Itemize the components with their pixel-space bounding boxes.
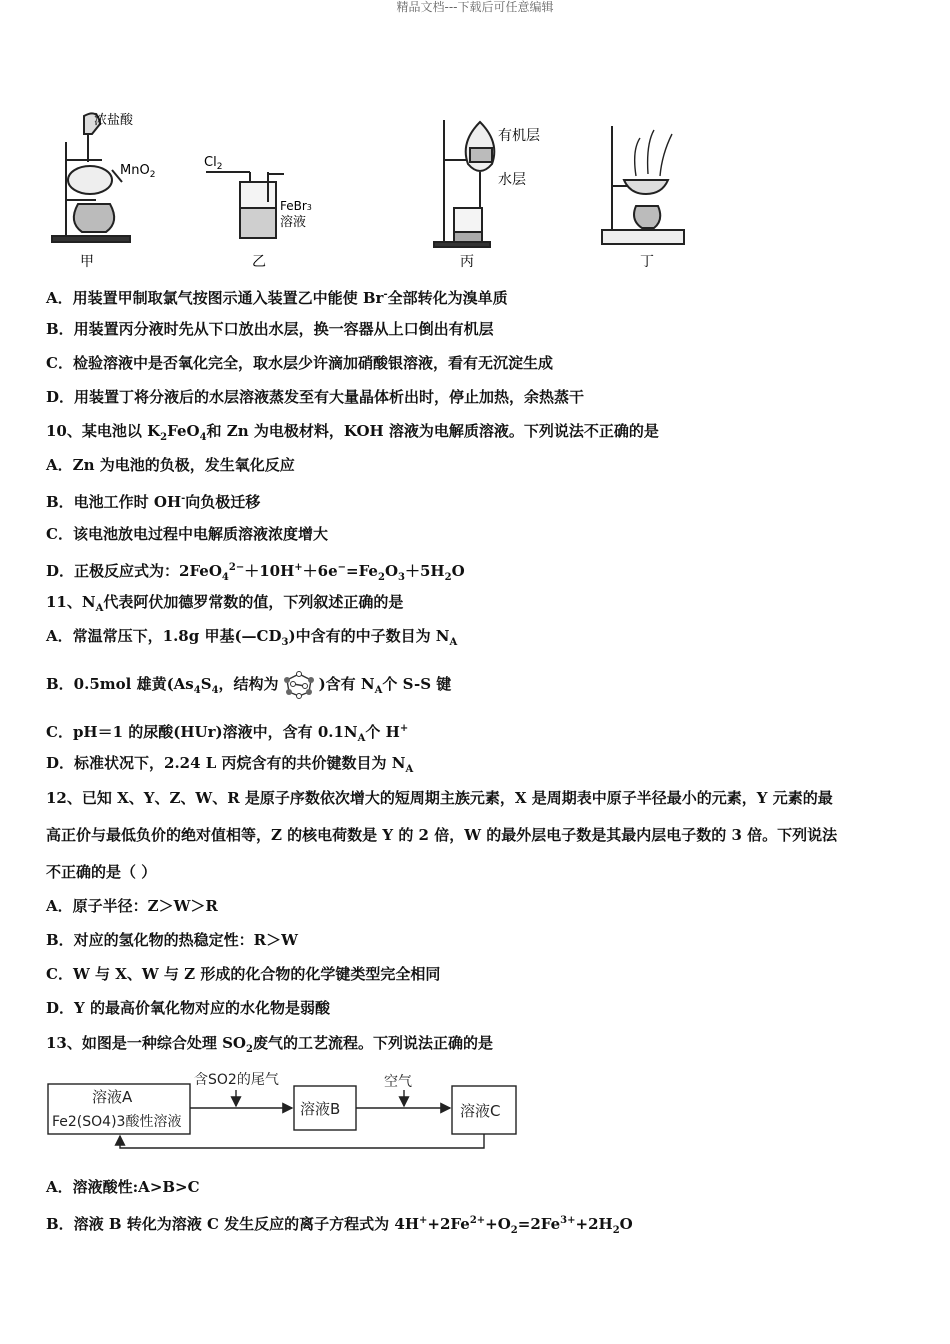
apparatus-ding [602,126,684,244]
q10-option-b: B．电池工作时 OH-向负极迁移 [46,493,261,511]
flow-box-a-label2: Fe2(SO4)3酸性溶液 [52,1114,182,1130]
q13-stem: 13、如图是一种综合处理 $SO_2$废气的工艺流程。下列说法正确的是 [46,1034,493,1055]
q10-option-d: D．正极反应式为：$2FeO_4^{2-}+10H^++6e^-=Fe_2O_3+5H_2O$ [46,562,465,583]
flow-gas1-label: 含SO2的尾气 [194,1072,279,1088]
q11-stem: 11、$N_A$代表阿伏加德罗常数的值，下列叙述正确的是 [46,593,404,614]
as4s4-structure-icon [279,670,319,700]
q10-option-c: C．该电池放电过程中电解质溶液浓度增大 [46,525,328,543]
apparatus-jia [52,113,130,242]
yi-solution: FeBr3 [280,199,312,213]
flow-arrow-c-a [120,1134,484,1148]
bing-bottom: 水层 [498,172,526,188]
bing-top: 有机层 [498,128,540,144]
q12-stem-line3: 不正确的是（ ） [46,863,157,881]
q13-flow-diagram [44,1068,524,1158]
flow-gas2-label: 空气 [384,1074,412,1090]
q9-option-c: C．检验溶液中是否氧化完全，取水层少许滴加硝酸银溶液，看有无沉淀生成 [46,354,553,372]
q10-stem: 10、某电池以 $K_2FeO_4$和 Zn 为电极材料，KOH 溶液为电解质溶液。下列说法不正确的是 [46,422,659,443]
q12-option-c: C．W 与 X、W 与 Z 形成的化合物的化学键类型完全相同 [46,965,441,983]
ding-label: 丁 [640,254,654,270]
q9-option-a: A．用装置甲制取氯气按图示通入装置乙中能使 Br-全部转化为溴单质 [46,289,508,307]
page-header: 精品文档---下载后可任意编辑 [396,0,554,14]
q12-option-d: D．Y 的最高价氧化物对应的水化物是弱酸 [46,999,330,1017]
q11-option-a: A．常温常压下，1.8g 甲基$(—CD_3)$中含有的中子数目为 $N_A$ [46,627,458,648]
flow-box-b-label: 溶液B [300,1100,341,1118]
q10-option-a: A．Zn 为电池的负极，发生氧化反应 [46,456,295,474]
jia-reagent1: 浓盐酸 [94,113,134,128]
apparatus-bing [434,120,494,247]
apparatus-figure [40,112,700,272]
yi-gas: $Cl_2$ [204,155,223,172]
q11-option-b: B．0.5mol 雄黄($As_4S_4$，结构为 )含有 $N_A$个 S-S 键 [46,670,451,701]
yi-label: 乙 [252,254,266,270]
yi-solution-2: 溶液 [280,215,307,230]
q12-option-a: A．原子半径：Z＞W＞R [46,897,218,915]
q11-option-d: D．标准状况下，2.24 L 丙烷含有的共价键数目为 $N_A$ [46,754,414,775]
q13-option-a: A．溶液酸性:A>B>C [46,1178,200,1196]
q12-option-b: B．对应的氢化物的热稳定性：R＞W [46,931,298,949]
flow-box-a-label1: 溶液A [92,1088,133,1106]
jia-reagent2: MnO$_2$ [120,163,156,180]
q9-option-b: B．用装置丙分液时先从下口放出水层，换一容器从上口倒出有机层 [46,320,494,338]
q11-option-c: C．pH＝1 的尿酸(HUr)溶液中，含有 $0.1N_A$个 H+ [46,723,409,744]
jia-label: 甲 [80,254,94,270]
q12-stem-line2: 高正价与最低负价的绝对值相等，Z 的核电荷数是 Y 的 2 倍，W 的最外层电子数是其最内层电子数的 3 倍。下列说法 [46,826,838,844]
q9-option-d: D．用装置丁将分液后的水层溶液蒸发至有大量晶体析出时，停止加热，余热蒸干 [46,388,585,406]
flow-box-c-label: 溶液C [460,1102,501,1120]
q12-stem-line1: 12、已知 X、Y、Z、W、R 是原子序数依次增大的短周期主族元素，X 是周期表中原子半径最小的元素，Y 元素的最 [46,789,833,807]
q13-option-b: B．溶液 B 转化为溶液 C 发生反应的离子方程式为 $4H^++2Fe^{2+}+O_2=2Fe^{3+}+2H_2O$ [46,1215,633,1236]
bing-label: 丙 [460,254,474,270]
apparatus-yi [206,172,284,238]
